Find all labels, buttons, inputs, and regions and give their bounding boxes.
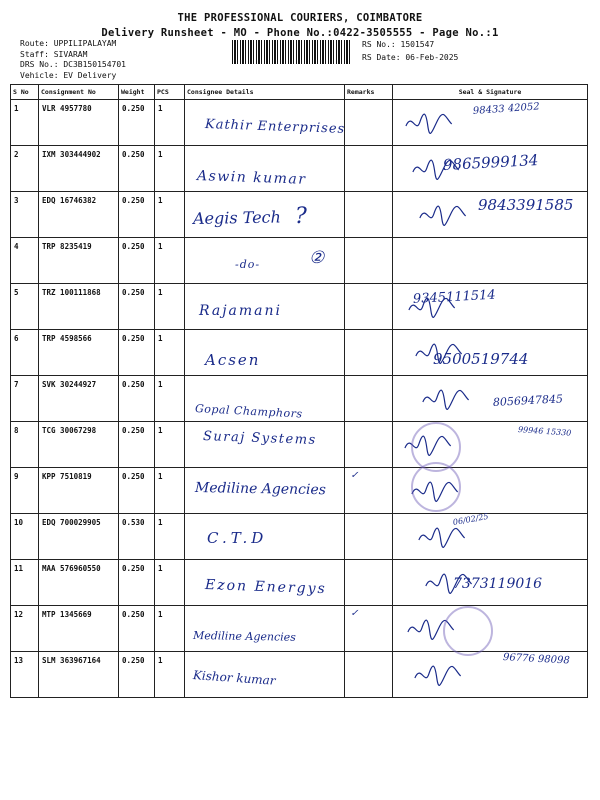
sno-cell: 11 [11, 560, 39, 606]
rs-number-text: RS No.: 1501547 [362, 40, 435, 49]
seal-signature-cell [393, 192, 588, 238]
remarks-cell [345, 284, 393, 330]
runsheet-subtitle: Delivery Runsheet - MO - Phone No.:0422-3505555 - Page No.:1 [101, 27, 499, 39]
consignee-handwriting: Suraj Systems [202, 429, 317, 448]
seal-handwriting: 9345111514 [412, 287, 496, 307]
consignment-number-cell: SVK 30244927 [39, 376, 119, 422]
check-mark-icon: ✓ [351, 468, 358, 481]
consignee-cell [185, 606, 345, 652]
consignee-cell [185, 514, 345, 560]
consignee-cell [185, 238, 345, 284]
table-row [11, 284, 588, 330]
seal-handwriting: 9500519744 [433, 350, 529, 368]
pcs-cell: 1 [155, 652, 185, 698]
runsheet-table [10, 84, 588, 698]
column-header: Weight [119, 85, 155, 100]
consignment-number-cell: TCG 30067298 [39, 422, 119, 468]
seal-handwriting: 8056947845 [492, 392, 564, 409]
consignee-cell [185, 100, 345, 146]
table-row [11, 376, 588, 422]
sno-cell: 8 [11, 422, 39, 468]
sno-cell: 7 [11, 376, 39, 422]
weight-cell: 0.250 [119, 606, 155, 652]
sno-cell: 5 [11, 284, 39, 330]
consignee-handwriting: Mediline Agencies [194, 480, 327, 499]
staff-text: Staff: SIVARAM [20, 49, 88, 59]
table-row [11, 606, 588, 652]
column-header: Consignee Details [185, 85, 345, 100]
table-header-row [11, 85, 588, 100]
table-row [11, 238, 588, 284]
consignee-cell [185, 468, 345, 514]
sno-cell: 3 [11, 192, 39, 238]
signature-scribble [393, 511, 587, 559]
barcode [232, 40, 352, 64]
weight-cell: 0.250 [119, 468, 155, 514]
consignee-handwriting: Aegis Tech [192, 207, 281, 228]
seal-signature-cell [393, 100, 588, 146]
weight-cell: 0.250 [119, 192, 155, 238]
company-title: THE PROFESSIONAL COURIERS, COIMBATORE [177, 12, 423, 24]
consignee-cell [185, 146, 345, 192]
pcs-cell: 1 [155, 238, 185, 284]
consignment-number-cell: MAA 576960550 [39, 560, 119, 606]
seal-handwriting: 9865999134 [442, 151, 539, 174]
circled-two-mark: ② [309, 248, 325, 268]
sno-cell: 4 [11, 238, 39, 284]
weight-cell: 0.250 [119, 422, 155, 468]
consignment-number-cell: IXM 303444902 [39, 146, 119, 192]
remarks-cell [345, 560, 393, 606]
pcs-cell: 1 [155, 422, 185, 468]
seal-signature-cell [393, 511, 588, 560]
column-header: Seal & Signature [393, 85, 588, 100]
consignee-cell [185, 284, 345, 330]
table-row [11, 560, 588, 606]
seal-handwriting: 96776 98098 [502, 652, 571, 667]
weight-cell: 0.250 [119, 560, 155, 606]
sno-cell: 9 [11, 468, 39, 514]
column-header: Consignment No [39, 85, 119, 100]
consignment-number-cell: KPP 7510819 [39, 468, 119, 514]
remarks-cell [345, 330, 393, 376]
seal-handwriting: 99946 15330 [517, 425, 572, 438]
seal-handwriting: 06/02/25 [452, 511, 490, 527]
sno-cell: 1 [11, 100, 39, 146]
check-mark-icon: ✓ [351, 606, 358, 619]
pcs-cell: 1 [155, 606, 185, 652]
seal-handwriting: 98433 42052 [472, 101, 541, 117]
weight-cell: 0.250 [119, 100, 155, 146]
seal-signature-cell [393, 146, 588, 192]
consignee-handwriting: C.T.D [207, 529, 268, 547]
consignment-number-cell: VLR 4957780 [39, 100, 119, 146]
seal-signature-cell [393, 284, 588, 330]
consignment-number-cell: EDQ 700029905 [39, 514, 119, 560]
consignee-handwriting: Ezon Energys [204, 577, 327, 598]
vehicle-text: Vehicle: EV Delivery [20, 70, 117, 80]
sno-cell: 10 [11, 514, 39, 560]
runsheet-info-right [362, 39, 458, 64]
consignee-cell [185, 330, 345, 376]
sno-cell: 13 [11, 652, 39, 698]
sno-cell: 2 [11, 146, 39, 192]
remarks-cell [345, 238, 393, 284]
consignment-number-cell: TRZ 100111868 [39, 284, 119, 330]
column-header: S No [11, 85, 39, 100]
pcs-cell: 1 [155, 560, 185, 606]
rubber-stamp [411, 462, 461, 512]
seal-signature-cell [393, 376, 588, 422]
pcs-cell: 1 [155, 284, 185, 330]
column-header: PCS [155, 85, 185, 100]
weight-cell: 0.250 [119, 146, 155, 192]
sno-cell: 6 [11, 330, 39, 376]
consignee-cell [185, 560, 345, 606]
consignee-handwriting: Rajamani [199, 303, 283, 319]
seal-signature-cell [393, 422, 588, 468]
consignee-cell [185, 422, 345, 468]
sno-cell: 12 [11, 606, 39, 652]
consignee-handwriting: Kathir Enterprises [204, 117, 346, 137]
consignee-handwriting: Kishor kumar [192, 668, 277, 688]
runsheet-info-left [20, 39, 126, 81]
consignment-number-cell: TRP 8235419 [39, 238, 119, 284]
table-row [11, 422, 588, 468]
weight-cell: 0.250 [119, 330, 155, 376]
seal-signature-cell [351, 606, 588, 652]
seal-handwriting: 7373119016 [453, 576, 543, 592]
consignment-number-cell: TRP 4598566 [39, 330, 119, 376]
remarks-cell [345, 514, 393, 560]
column-header: Remarks [345, 85, 393, 100]
seal-signature-cell [393, 238, 588, 284]
table-row [11, 514, 588, 560]
consignee-cell [185, 192, 345, 238]
weight-cell: 0.530 [119, 514, 155, 560]
remarks-cell [345, 652, 393, 698]
pcs-cell: 1 [155, 100, 185, 146]
rs-date-text: RS Date: 06-Feb-2025 [362, 52, 459, 62]
drs-number-text: DRS No.: DC3B150154701 [20, 60, 126, 69]
table-row [11, 652, 588, 698]
signature-scribble [393, 238, 587, 283]
seal-signature-cell [393, 652, 588, 698]
pcs-cell: 1 [155, 330, 185, 376]
remarks-cell [345, 100, 393, 146]
table-row [11, 468, 588, 514]
route-text: Route: UPPILIPALAYAM [20, 39, 117, 48]
consignee-handwriting: Mediline Agencies [192, 629, 296, 644]
weight-cell: 0.250 [119, 238, 155, 284]
remarks-cell [345, 376, 393, 422]
consignment-number-cell: SLM 363967164 [39, 652, 119, 698]
seal-handwriting: 9843391585 [478, 196, 574, 214]
remarks-cell [345, 422, 393, 468]
pcs-cell: 1 [155, 146, 185, 192]
remarks-cell [345, 192, 393, 238]
consignee-cell [185, 652, 345, 698]
table-row [11, 100, 588, 146]
consignee-cell [185, 376, 345, 422]
rubber-stamp [443, 606, 493, 656]
weight-cell: 0.250 [119, 376, 155, 422]
pcs-cell: 1 [155, 468, 185, 514]
seal-signature-cell [351, 468, 588, 514]
seal-signature-cell [393, 330, 588, 376]
question-mark-mark: ? [295, 204, 307, 229]
pcs-cell: 1 [155, 376, 185, 422]
weight-cell: 0.250 [119, 284, 155, 330]
table-row [11, 146, 588, 192]
table-row [11, 192, 588, 238]
seal-signature-cell [393, 560, 588, 606]
consignment-number-cell: MTP 1345669 [39, 606, 119, 652]
consignment-number-cell: EDQ 16746382 [39, 192, 119, 238]
remarks-cell [345, 146, 393, 192]
table-row [11, 330, 588, 376]
consignee-handwriting: Gopal Champhors [194, 402, 303, 421]
pcs-cell: 1 [155, 514, 185, 560]
consignee-handwriting: Acsen [205, 351, 261, 369]
weight-cell: 0.250 [119, 652, 155, 698]
consignee-handwriting: Aswin kumar [196, 168, 307, 188]
consignee-handwriting: -do- [235, 258, 261, 271]
pcs-cell: 1 [155, 192, 185, 238]
